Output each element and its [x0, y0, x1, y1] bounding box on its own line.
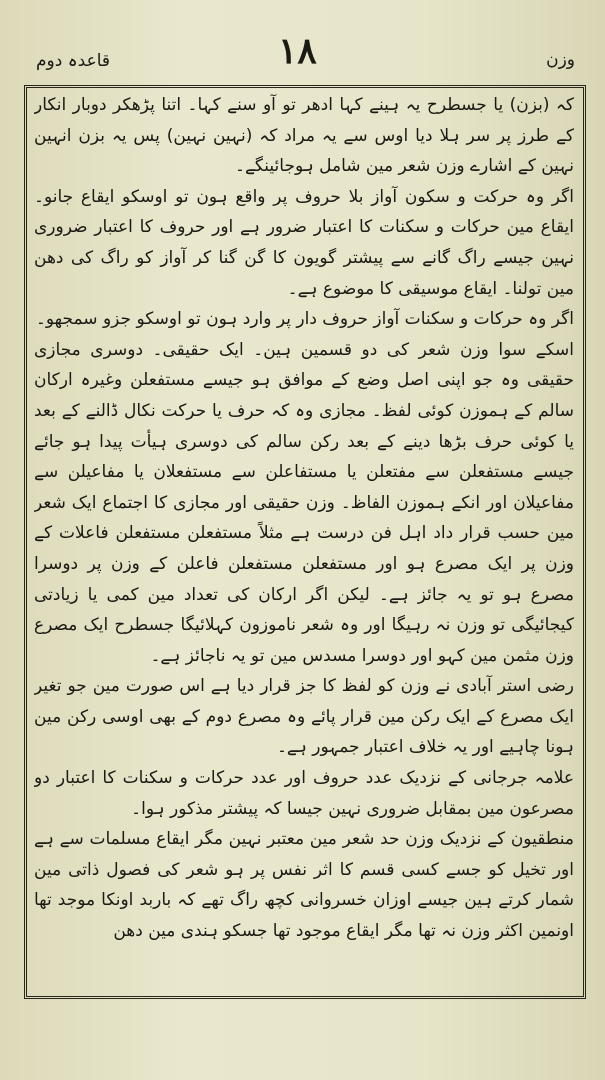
paragraph: کہ (بزن) یا جسطرح یہ ہینے کہا ادھر تو آو سنے کہا۔ اتنا پڑھکر دوبار انکار کے طرز پر سر ہلا دیا اوس سے یہ مراد کہ (نہین نہین) پس یہ بزن انہین نہین کے اشارے وزن شعر مین شامل ہوجائینگے۔: [34, 95, 574, 177]
paragraph: اگر وہ حرکت و سکون آواز بلا حروف پر واقع ہون تو اوسکو ایقاع جانو۔ ایقاع مین حرکات و سکنات کا اعتبار ضرور ہے اور حروف کا اعتبار ضروری نہین جیسے راگ گانے سے پیشتر گویون کا گن گنا کر آواز کو راگ کی دھن مین تولنا۔ ایقاع موسیقی کا موضوع ہے۔: [34, 186, 574, 299]
paragraph: علامہ جرجانی کے نزدیک عدد حروف اور عدد حرکات و سکنات کا اعتبار دو مصرعون مین بمقابل ضروری نہین جیسا کہ پیشتر مذکور ہوا۔: [34, 768, 574, 819]
paragraph: اسکے سوا وزن شعر کی دو قسمین ہین۔ ایک حقیقی۔ دوسری مجازی حقیقی وہ جو اپنی اصل وضع کے موافق ہو جیسے مستفعلن وغیرہ ارکان سالم کے ہموزن کوئی لفظ۔ مجازی وہ کہ حرف یا حرکت نکال ڈالنے کے بعد یا کوئی حرف بڑھا دینے کے بعد رکن سالم کی دوسری ہیأت پیدا ہو جائے جیسے مستفعلن سے مفتعلن یا مستفاعلن سے مستفعلان یا مفاعیلن سے مفاعیلان اور انکے ہموزن الفاظ۔ وزن حقیقی اور مجازی کا اجتماع ایک شعر مین حسب قرار داد اہل فن درست ہے مثلاً مستفعلن مستفعلن فاعلات کے وزن پر ایک مصرع ہو اور مستفعلن مستفعلن فاعلن کے وزن پر دوسرا مصرع ہو تو یہ جائز ہے۔ لیکن اگر ارکان کی تعداد مین کمی یا زیادتی کیجائیگی تو وزن نہ رہیگا اور وہ شعر ناموزون کہلائیگا جسطرح ایک مصرع وزن مثمن مین کہو اور دوسرا مسدس مین تو یہ ناجائز ہے۔: [34, 339, 574, 666]
section-title: قاعدہ دوم: [36, 51, 111, 71]
paragraph: اگر وہ حرکات و سکنات آواز حروف دار پر وارد ہون تو اوسکو جزو سمجھو۔: [35, 309, 574, 330]
paragraph: رضی استر آبادی نے وزن کو لفظ کا جز قرار دیا ہے اس صورت مین جو تغیر ایک مصرع کے ایک رکن مین قرار پائے وہ مصرع دوم کے بھی اوسی رکن مین ہونا چاہیے اور یہ خلاف اعتبار جمہور ہے۔: [34, 676, 574, 758]
paragraph: منطقیون کے نزدیک وزن حد شعر مین معتبر نہین مگر ایقاع مسلمات سے ہے اور تخیل کو جسے کسی قسم کا اثر نفس پر ہو شعر کی فصول ذاتی مین شمار کرتے ہین جیسے اوزان خسروانی کچھ راگ تھے کہ باربد اونکا موجد تھا اونمین اکثر وزن نہ تھا مگر ایقاع موجود تھا جسکو ہندی مین دھن: [34, 829, 574, 942]
page-number: ۱۸: [278, 30, 317, 72]
running-title: وزن: [546, 50, 575, 70]
body-text: [34, 90, 574, 995]
page-header: [0, 0, 605, 80]
